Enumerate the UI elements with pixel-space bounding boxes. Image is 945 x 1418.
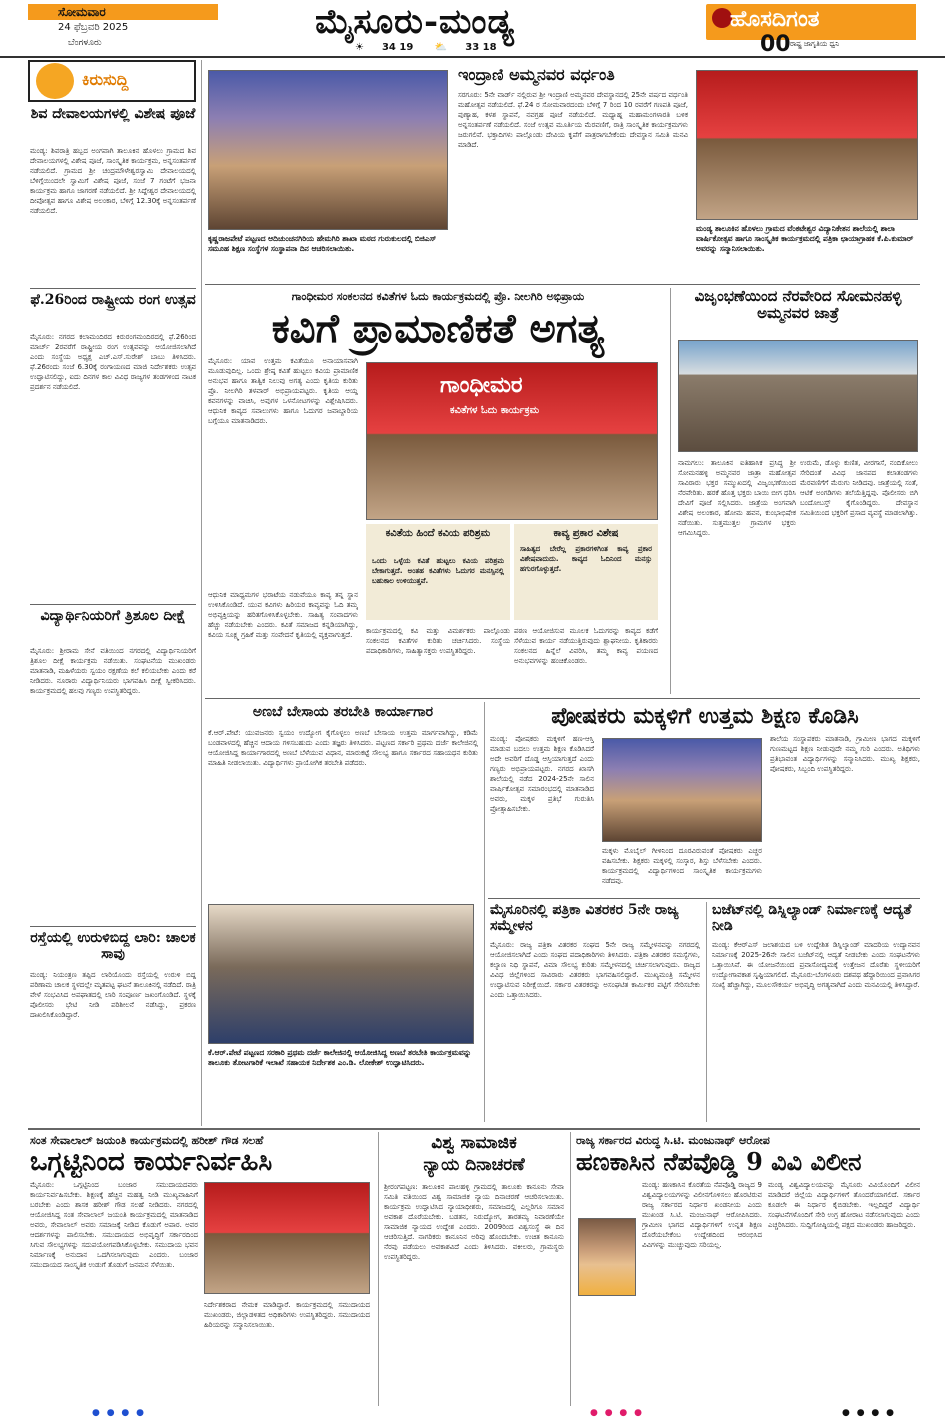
photo-mushroom-workshop	[208, 904, 474, 1044]
photo-school-caption: ಮಂಡ್ಯ ತಾಲೂಕಿನ ಹೊಳಲು ಗ್ರಾಮದ ವೆಂಕಟೇಶ್ವರ ವಿದ್ಯಾನಿಕೇತನ ಶಾಲೆಯಲ್ಲಿ ಶಾಲಾ ವಾರ್ಷಿಕೋತ್ಸವ ಹಾಗೂ ಸಾಂಸ್ಕೃತಿಕ ಕಾರ್ಯಕ್ರಮದಲ್ಲಿ ಪತ್ರಿಕಾ ಛಾಯಾಗ್ರಾಹಕ ಕೆ.ಪಿ.ಕುಮಾರ್ ಅವರನ್ನು ಸನ್ಮಾನಿಸಲಾಯಿತು.	[696, 224, 914, 253]
parents-body-b: ಮಕ್ಕಳು ಮೊಬೈಲ್ ಗೀಳಿನಿಂದ ದೂರವಿರುವಂತೆ ಪೋಷಕರು ಎಚ್ಚರ ವಹಿಸಬೇಕು. ಶಿಕ್ಷಕರು ಮಕ್ಕಳಲ್ಲಿ ಸಂಸ್ಕಾರ, ಶಿಸ್ತು ಬೆಳೆಸಬೇಕು ಎಂದರು. ಕಾರ್ಯಕ್ರಮದಲ್ಲಿ ವಿದ್ಯಾರ್ಥಿಗಳಿಂದ ಸಾಂಸ್ಕೃತಿಕ ಕಾರ್ಯಕ್ರಮಗಳು ನಡೆದವು.	[602, 847, 762, 885]
quote-2-body: ಸಾಹಿತ್ಯದ ಬೇರೆಲ್ಲ ಪ್ರಕಾರಗಳಿಗಿಂತ ಕಾವ್ಯ ಪ್ರಕಾರ ವಿಶೇಷವಾದುದು. ಕಾವ್ಯದ ಓದಿನಿಂದ ಮನಸ್ಸು ಹಗುರಗೊಳ್ಳುತ್ತದೆ.	[520, 545, 652, 573]
divider	[28, 1128, 920, 1130]
justice-body: ಶ್ರೀರಂಗಪಟ್ಟಣ: ತಾಲೂಕಿನ ಪಾಲಹಳ್ಳಿ ಗ್ರಾಮದಲ್ಲಿ ತಾಲೂಕು ಕಾನೂನು ಸೇವಾ ಸಮಿತಿ ವತಿಯಿಂದ ವಿಶ್ವ ಸಾಮಾಜಿಕ ನ್ಯಾಯ ದಿನಾಚರಣೆ ಆಚರಿಸಲಾಯಿತು. ಕಾರ್ಯಕ್ರಮ ಉದ್ಘಾಟಿಸಿದ ನ್ಯಾಯಾಧೀಶರು, ಸಮಾಜದಲ್ಲಿ ಎಲ್ಲರಿಗೂ ಸಮಾನ ಅವಕಾಶ ದೊರೆಯಬೇಕು. ಬಡತನ, ನಿರುದ್ಯೋಗ, ತಾರತಮ್ಯ ನಿವಾರಣೆಯೇ ಸಾಮಾಜಿಕ ನ್ಯಾಯದ ಉದ್ದೇಶ ಎಂದರು. 2009ರಿಂದ ವಿಶ್ವಸಂಸ್ಥೆ ಈ ದಿನ ಆಚರಿಸುತ್ತಿದೆ. ನಾಗರಿಕರು ಕಾನೂನಿನ ಅರಿವು ಹೊಂದಬೇಕು. ಉಚಿತ ಕಾನೂನು ನೆರವು ಪಡೆಯಲು ಅವಕಾಶವಿದೆ ಎಂದು ತಿಳಿಸಿದರು. ವಕೀಲರು, ಗ್ರಾಮಸ್ಥರು ಉಪಸ್ಥಿತರಿದ್ದರು.	[384, 1183, 564, 1261]
photo-sevalal-event	[204, 1182, 370, 1294]
kirusuddi-label-a: ಕಿರು	[82, 70, 104, 89]
jatre-headline: ವಿಜೃಂಭಣೆಯಿಂದ ನೆರವೇರಿದ ಸೋಮನಹಳ್ಳಿ ಅಮ್ಮನವರ ಜಾತ್ರೆ	[694, 287, 902, 323]
masthead-date: 24 ಫೆಬ್ರವರಿ 2025	[58, 22, 129, 33]
photo-manjunath-portrait	[578, 1218, 636, 1296]
indrani-headline: ಇಂದ್ರಾಣಿ ಅಮ್ಮನವರ ವರ್ಧಂತಿ	[458, 65, 615, 84]
photo-bgs-caption: ಕೃಷ್ಣರಾಜಪೇಟೆ ಪಟ್ಟಣದ ಆದಿಚುಂಚನಗಿರಿಯ ಹೇಮಗಿರಿ ಶಾಖಾ ಮಠದ ಗುರುಕುಲದಲ್ಲಿ ಬಿಜಿಎಸ್ ಸಮೂಹ ಶಿಕ್ಷಣ ಸಂಸ್ಥೆಗಳ ಸಂಸ್ಥಾಪನಾ ದಿನ ಆಚರಿಸಲಾಯಿತು.	[208, 234, 437, 253]
jatre-body-a: ನಾಮಗಲು: ತಾಲೂಕಿನ ಐತಿಹಾಸಿಕ ಪ್ರಸಿದ್ಧ ಶ್ರೀ ಸೋಮನಹಳ್ಳಿ ಅಮ್ಮನವರ ಜಾತ್ರಾ ಮಹೋತ್ಸವ ಸಾವಿರಾರು ಭಕ್ತರ ಸಮ್ಮುಖದಲ್ಲಿ ವಿಜೃಂಭಣೆಯಿಂದ ನೆರವೇರಿತು. ಹರಕೆ ಹೊತ್ತ ಭಕ್ತರು ಬಾಯಿ ಬೀಗ ಧರಿಸಿ ದೇವಿಗೆ ಪೂಜೆ ಸಲ್ಲಿಸಿದರು. ಜಾತ್ರೆಯ ಅಂಗವಾಗಿ ವಿಶೇಷ ಅಲಂಕಾರ, ಹೋಮ ಹವನ, ಕುಂಭಾಭಿಷೇಕ ನಡೆಯಿತು. ಸುತ್ತಮುತ್ತಲ ಗ್ರಾಮಗಳ ಭಕ್ತರು ಆಗಮಿಸಿದ್ದರು.	[678, 459, 796, 537]
column-rule	[670, 288, 671, 694]
sevalal-headline: ಒಗ್ಗಟ್ಟಿನಿಂದ ಕಾರ್ಯನಿರ್ವಹಿಸಿ	[30, 1147, 273, 1177]
logo-tagline: ರಾಷ್ಟ್ರ ಜಾಗೃತಿಯ ಧ್ವನಿ	[790, 40, 840, 48]
justice-headline-a: ವಿಶ್ವ ಸಾಮಾಜಿಕ	[431, 1133, 517, 1153]
col1-story2-body: ಮೈಸೂರು: ನಗರದ ಕಲಾಮಂದಿರದ ಕಿರುರಂಗಮಂದಿರದಲ್ಲಿ ಫೆ.26ರಿಂದ ಮಾರ್ಚ್ 2ರವರೆಗೆ ರಾಷ್ಟ್ರೀಯ ರಂಗ ಉತ್ಸವವನ್ನು ಆಯೋಜಿಸಲಾಗಿದೆ ಎಂದು ಸಂಸ್ಥೆಯ ಅಧ್ಯಕ್ಷ ಎಚ್.ಎಸ್.ಸುರೇಶ್ ಬಾಬು ತಿಳಿಸಿದರು. ಫೆ.26ರಂದು ಸಂಜೆ 6.30ಕ್ಕೆ ರಂಗಾಯಣದ ಮಾಜಿ ನಿರ್ದೇಶಕರು ಉತ್ಸವ ಉದ್ಘಾಟಿಸಲಿದ್ದು, ಐದು ದಿನಗಳ ಕಾಲ ವಿವಿಧ ರಾಜ್ಯಗಳ ತಂಡಗಳಿಂದ ನಾಟಕ ಪ್ರದರ್ಶನ ನಡೆಯಲಿದೆ.	[30, 333, 196, 391]
column-rule	[484, 702, 485, 1122]
mushroom-body: ಕೆ.ಆರ್.ಪೇಟೆ: ಯುವಜನರು ಸ್ವಯಂ ಉದ್ಯೋಗ ಕೈಗೊಳ್ಳಲು ಅಣಬೆ ಬೇಸಾಯ ಉತ್ತಮ ಮಾರ್ಗವಾಗಿದ್ದು, ಕಡಿಮೆ ಬಂಡವಾಳದಲ್ಲಿ ಹೆಚ್ಚಿನ ಆದಾಯ ಗಳಿಸಬಹುದು ಎಂದು ತಜ್ಞರು ತಿಳಿಸಿದರು. ಪಟ್ಟಣದ ಸರ್ಕಾರಿ ಪ್ರಥಮ ದರ್ಜೆ ಕಾಲೇಜಿನಲ್ಲಿ ಆಯೋಜಿಸಿದ್ದ ಕಾರ್ಯಾಗಾರದಲ್ಲಿ ಅಣಬೆ ಬೆಳೆಯುವ ವಿಧಾನ, ಮಾರುಕಟ್ಟೆ ಸೌಲಭ್ಯ ಹಾಗೂ ಸರ್ಕಾರದ ಸಹಾಯಧನ ಕುರಿತು ಮಾಹಿತಿ ನೀಡಲಾಯಿತು. ವಿದ್ಯಾರ್ಥಿಗಳು ಪ್ರಾಯೋಗಿಕ ತರಬೇತಿ ಪಡೆದರು.	[208, 729, 478, 767]
kirusuddi-label-b: ಸುದ್ದಿ	[103, 70, 129, 89]
university-body-b: ಮಂಡ್ಯ ವಿಶ್ವವಿದ್ಯಾಲಯವನ್ನು ಮೈಸೂರು ವಿವಿಯೊಂದಿಗೆ ವಿಲೀನ ಮಾಡಿದರೆ ಜಿಲ್ಲೆಯ ವಿದ್ಯಾರ್ಥಿಗಳಿಗೆ ತೊಂದರೆಯಾಗಲಿದೆ. ಸರ್ಕಾರ ಕೂಡಲೇ ಈ ನಿರ್ಧಾರ ಕೈಬಿಡಬೇಕು. ಇಲ್ಲದಿದ್ದರೆ ವಿದ್ಯಾರ್ಥಿ ಸಂಘಟನೆಗಳೊಂದಿಗೆ ಸೇರಿ ಉಗ್ರ ಹೋರಾಟ ನಡೆಸಲಾಗುವುದು ಎಂದು ಎಚ್ಚರಿಸಿದರು. ಸುದ್ದಿಗೋಷ್ಠಿಯಲ್ಲಿ ಪಕ್ಷದ ಮುಖಂಡರು ಹಾಜರಿದ್ದರು.	[768, 1181, 920, 1229]
divider	[205, 284, 920, 285]
masthead-city: ಬೆಂಗಳೂರು	[68, 38, 102, 48]
weather-mysuru: 34 19	[381, 42, 414, 53]
photo-bgs-anniversary	[208, 70, 448, 230]
column-rule	[706, 902, 707, 1122]
banner-title: ಗಾಂಧೀಮರ	[440, 372, 523, 398]
lead-kicker: ಗಾಂಧೀಮರ ಸಂಕಲನದ ಕವಿತೆಗಳ ಓದು ಕಾರ್ಯಕ್ರಮದಲ್ಲಿ ಪ್ರೊ. ನೀಲಗಿರಿ ಅಭಿಪ್ರಾಯ	[291, 290, 585, 303]
weather-readout	[355, 42, 515, 53]
university-headline: ಹಣಕಾಸಿನ ನೆಪವೊಡ್ಡಿ 9 ವಿವಿ ವಿಲೀನ	[576, 1147, 862, 1176]
lead-body-d: ಪಠಣ ಆಯೋಜಿಸುವ ಮೂಲಕ ಓದುಗರನ್ನು ಕಾವ್ಯದ ಕಡೆಗೆ ಸೆಳೆಯುವ ಕಾರ್ಯ ನಡೆಯುತ್ತಿರುವುದು ಶ್ಲಾಘನೀಯ. ಕೃತಿಕಾರರು ಸಂಕಲನದ ಹಿನ್ನೆಲೆ ವಿವರಿಸಿ, ತಮ್ಮ ಕಾವ್ಯ ಪಯಣದ ಅನುಭವಗಳನ್ನು ಹಂಚಿಕೊಂಡರು.	[514, 627, 658, 665]
weather-sun-icon: ☀	[355, 42, 364, 53]
registration-marks-left: ● ● ● ●	[92, 1408, 146, 1418]
jatre-body-b: ಉರುಮೆ, ಡೊಳ್ಳು ಕುಣಿತ, ವೀರಗಾಸೆ, ನಂದಿಕೋಲು ಸೇರಿದಂತೆ ವಿವಿಧ ಜಾನಪದ ಕಲಾತಂಡಗಳು ಮೆರವಣಿಗೆಗೆ ಮೆರುಗು ನೀಡಿದವು. ಜಾತ್ರೆಯಲ್ಲಿ ಸಂತೆ, ಆಟಿಕೆ ಅಂಗಡಿಗಳು ತಲೆಯೆತ್ತಿದ್ದವು. ಪೊಲೀಸರು ಬಿಗಿ ಬಂದೋಬಸ್ತ್ ಕೈಗೊಂಡಿದ್ದರು. ದೇವಸ್ಥಾನ ಸಮಿತಿಯಿಂದ ಭಕ್ತರಿಗೆ ಪ್ರಸಾದ ವ್ಯವಸ್ಥೆ ಮಾಡಲಾಗಿತ್ತು.	[800, 459, 918, 517]
mushroom-photo-caption: ಕೆ.ಆರ್.ಪೇಟೆ ಪಟ್ಟಣದ ಸರಕಾರಿ ಪ್ರಥಮ ದರ್ಜೆ ಕಾಲೇಜಿನಲ್ಲಿ ಆಯೋಜಿಸಿದ್ದ ಅಣಬೆ ತರಬೇತಿ ಕಾರ್ಯಕ್ರಮವನ್ನು ತಾಲೂಕು ತೋಟಗಾರಿಕೆ ಇಲಾಖೆ ಸಹಾಯಕ ನಿರ್ದೇಶಕ ಎಂ.ಡಿ. ಲೋಕೇಶ್ ಉದ್ಘಾಟಿಸಿದರು.	[208, 1048, 472, 1067]
lead-headline: ಕವಿಗೆ ಪ್ರಾಮಾಣಿಕತೆ ಅಗತ್ಯ	[271, 305, 605, 352]
university-kicker: ರಾಜ್ಯ ಸರ್ಕಾರದ ವಿರುದ್ಧ ಸಿ.ಟಿ. ಮಂಜುನಾಥ್ ಆರೋಪ	[576, 1134, 770, 1147]
lead-body-b: ಆಧುನಿಕ ಮಾಧ್ಯಮಗಳ ಭರಾಟೆಯ ನಡುವೆಯೂ ಕಾವ್ಯ ತನ್ನ ಸ್ಥಾನ ಉಳಿಸಿಕೊಂಡಿದೆ. ಯುವ ಕವಿಗಳು ಹಿರಿಯರ ಕಾವ್ಯವನ್ನು ಓದಿ ತಮ್ಮ ಅಭಿವ್ಯಕ್ತಿಯನ್ನು ಹರಿತಗೊಳಿಸಿಕೊಳ್ಳಬೇಕು. ಸಾಹಿತ್ಯ ಸಂವಾದಗಳು ಹೆಚ್ಚು ನಡೆಯಬೇಕು ಎಂದರು. ಕವಿತೆ ಸಮಾಜದ ಕನ್ನಡಿಯಾಗಿದ್ದು, ಕವಿಯ ಸೂಕ್ಷ್ಮ ಗ್ರಹಿಕೆ ಮತ್ತು ಸಂವೇದನೆ ಕೃತಿಯಲ್ಲಿ ವ್ಯಕ್ತವಾಗುತ್ತದೆ.	[208, 591, 358, 639]
mushroom-headline: ಅಣಬೆ ಬೇಸಾಯ ತರಬೇತಿ ಕಾರ್ಯಾಗಾರ	[252, 704, 434, 720]
column-rule	[570, 1132, 571, 1406]
photo-school-anniversary	[696, 70, 918, 220]
col1-story3-body: ಮೈಸೂರು: ಶ್ರೀರಾಮ ಸೇನೆ ವತಿಯಿಂದ ನಗರದಲ್ಲಿ ವಿದ್ಯಾರ್ಥಿನಿಯರಿಗೆ ತ್ರಿಶೂಲ ದೀಕ್ಷೆ ಕಾರ್ಯಕ್ರಮ ನಡೆಯಿತು. ಸಂಘಟನೆಯ ಮುಖಂಡರು ಮಾತನಾಡಿ, ಮಹಿಳೆಯರು ಸ್ವಯಂ ರಕ್ಷಣೆಯ ಕಲೆ ಕಲಿಯಬೇಕು ಎಂದು ಕರೆ ನೀಡಿದರು. ನೂರಾರು ವಿದ್ಯಾರ್ಥಿನಿಯರು ಭಾಗವಹಿಸಿ ದೀಕ್ಷೆ ಸ್ವೀಕರಿಸಿದರು. ಕಾರ್ಯಕ್ರಮದಲ್ಲಿ ಹಲವು ಗಣ್ಯರು ಉಪಸ್ಥಿತರಿದ್ದರು.	[30, 647, 196, 695]
budget-headline: ಬಜೆಟ್‌ನಲ್ಲಿ ಡಿಸ್ನಿಲ್ಯಾಂಡ್ ನಿರ್ಮಾಣಕ್ಕೆ ಆದ್ಯತೆ ನೀಡಿ	[712, 902, 912, 935]
col1-story1-body: ಮಂಡ್ಯ: ಶಿವರಾತ್ರಿ ಹಬ್ಬದ ಅಂಗವಾಗಿ ತಾಲೂಕಿನ ಹೊಳಲು ಗ್ರಾಮದ ಶಿವ ದೇವಾಲಯಗಳಲ್ಲಿ ವಿಶೇಷ ಪೂಜೆ, ಸಾಂಸ್ಕೃತಿಕ ಕಾರ್ಯಕ್ರಮ, ಅನ್ನಸಂತರ್ಪಣೆ ನಡೆಯಲಿದೆ. ಗ್ರಾಮದ ಶ್ರೀ ಚಂದ್ರಮೌಳೇಶ್ವರಸ್ವಾಮಿ ದೇವಾಲಯದಲ್ಲಿ ಬೆಳಿಗ್ಗೆಯಿಂದಲೇ ಸ್ವಾಮಿಗೆ ವಿಶೇಷ ಪೂಜೆ, ಸಂಜೆ 7 ಗಂಟೆಗೆ ಭಜನಾ ಕಾರ್ಯಕ್ರಮ ಹಾಗೂ ಜಾಗರಣೆ ನಡೆಯಲಿದೆ. ಶ್ರೀ ಸಿದ್ದೇಶ್ವರ ದೇವಾಲಯದಲ್ಲಿ ದೀಪೋತ್ಸವ ಹಾಗೂ ವಿಶೇಷ ಅಲಂಕಾರ, ಬೆಳಿಗ್ಗೆ 12.30ಕ್ಕೆ ಅನ್ನಸಂತರ್ಪಣೆ ನಡೆಯಲಿದೆ.	[30, 147, 196, 215]
weather-cloud-icon: ⛅	[434, 42, 448, 53]
quote-2-headline: ಕಾವ್ಯ ಪ್ರಕಾರ ವಿಶೇಷ	[553, 528, 619, 539]
vendors-body: ಮೈಸೂರು: ರಾಜ್ಯ ಪತ್ರಿಕಾ ವಿತರಕರ ಸಂಘದ 5ನೇ ರಾಜ್ಯ ಸಮ್ಮೇಳನವನ್ನು ನಗರದಲ್ಲಿ ಆಯೋಜಿಸಲಾಗಿದೆ ಎಂದು ಸಂಘದ ಪದಾಧಿಕಾರಿಗಳು ತಿಳಿಸಿದರು. ಪತ್ರಿಕಾ ವಿತರಕರ ಸಮಸ್ಯೆಗಳು, ಕಲ್ಯಾಣ ನಿಧಿ ಸ್ಥಾಪನೆ, ವಿಮಾ ಸೌಲಭ್ಯ ಕುರಿತು ಸಮ್ಮೇಳನದಲ್ಲಿ ಚರ್ಚಿಸಲಾಗುವುದು. ರಾಜ್ಯದ ವಿವಿಧ ಜಿಲ್ಲೆಗಳಿಂದ ಸಾವಿರಾರು ವಿತರಕರು ಭಾಗವಹಿಸಲಿದ್ದಾರೆ. ಮುಖ್ಯಮಂತ್ರಿ ಸಮ್ಮೇಳನ ಉದ್ಘಾಟಿಸುವ ನಿರೀಕ್ಷೆಯಿದೆ. ಸರ್ಕಾರ ವಿತರಕರನ್ನು ಅಸಂಘಟಿತ ಕಾರ್ಮಿಕರ ಪಟ್ಟಿಗೆ ಸೇರಿಸಬೇಕು ಎಂದು ಒತ್ತಾಯಿಸಿದರು.	[490, 941, 700, 999]
section-title: ಮೈಸೂರು-ಮಂಡ್ಯ	[315, 2, 515, 42]
registration-marks-center: ● ● ● ●	[590, 1408, 644, 1418]
sevalal-body-b: ನಿರ್ದೇಶಕರಾದ ನೇಮಕ ಮಾಡಿದ್ದಾರೆ. ಕಾರ್ಯಕ್ರಮದಲ್ಲಿ ಸಮುದಾಯದ ಮುಖಂಡರು, ಜಿಲ್ಲಾಡಳಿತದ ಅಧಿಕಾರಿಗಳು ಉಪಸ್ಥಿತರಿದ್ದರು. ಸಮುದಾಯದ ಹಿರಿಯರನ್ನು ಸನ್ಮಾನಿಸಲಾಯಿತು.	[204, 1301, 370, 1329]
divider	[488, 898, 920, 899]
kirusuddi-label	[82, 70, 128, 90]
quote-1-body: ಒಂದು ಒಳ್ಳೆಯ ಕವಿತೆ ಹುಟ್ಟಲು ಕವಿಯ ಪರಿಶ್ರಮ ಬೇಕಾಗುತ್ತದೆ. ಅಂತಹ ಕವಿತೆಗಳು ಓದುಗರ ಮನಸ್ಸಿನಲ್ಲಿ ಬಹುಕಾಲ ಉಳಿಯುತ್ತವೆ.	[372, 557, 504, 585]
photo-jatre-crowd	[678, 340, 918, 452]
parents-body-c: ಶಾಲೆಯ ಸಂಸ್ಥಾಪಕರು ಮಾತನಾಡಿ, ಗ್ರಾಮೀಣ ಭಾಗದ ಮಕ್ಕಳಿಗೆ ಗುಣಮಟ್ಟದ ಶಿಕ್ಷಣ ನೀಡುವುದೇ ನಮ್ಮ ಗುರಿ ಎಂದರು. ಅತಿಥಿಗಳು ಪ್ರತಿಭಾವಂತ ವಿದ್ಯಾರ್ಥಿಗಳನ್ನು ಸನ್ಮಾನಿಸಿದರು. ಮುಖ್ಯ ಶಿಕ್ಷಕರು, ಪೋಷಕರು, ಸಿಬ್ಬಂದಿ ಉಪಸ್ಥಿತರಿದ್ದರು.	[770, 735, 920, 773]
logo-text: ಹೊಸದಿಗಂತ	[730, 6, 820, 32]
col1-story1-headline: ಶಿವ ದೇವಾಲಯಗಳಲ್ಲಿ ವಿಶೇಷ ಪೂಜೆ	[30, 106, 196, 122]
university-body-a: ಮಂಡ್ಯ: ಹಣಕಾಸಿನ ಕೊರತೆಯ ನೆಪವೊಡ್ಡಿ ರಾಜ್ಯದ 9 ವಿಶ್ವವಿದ್ಯಾಲಯಗಳನ್ನು ವಿಲೀನಗೊಳಿಸಲು ಹೊರಟಿರುವ ರಾಜ್ಯ ಸರ್ಕಾರದ ನಿರ್ಧಾರ ಖಂಡನೀಯ ಎಂದು ಮುಖಂಡ ಸಿ.ಟಿ. ಮಂಜುನಾಥ್ ಆರೋಪಿಸಿದರು. ಗ್ರಾಮೀಣ ಭಾಗದ ವಿದ್ಯಾರ್ಥಿಗಳಿಗೆ ಉನ್ನತ ಶಿಕ್ಷಣ ದೊರೆಯಬೇಕೆಂಬ ಉದ್ದೇಶದಿಂದ ಆರಂಭಿಸಿದ ವಿವಿಗಳನ್ನು ಮುಚ್ಚುವುದು ಸರಿಯಲ್ಲ.	[642, 1181, 762, 1249]
column-rule	[378, 1132, 379, 1406]
lamp-logo-icon	[712, 8, 732, 28]
page-number: 00	[760, 32, 791, 57]
column-rule	[201, 60, 202, 1126]
sevalal-kicker: ಸಂತ ಸೇವಾಲಾಲ್ ಜಯಂತಿ ಕಾರ್ಯಕ್ರಮದಲ್ಲಿ ಹರೀಶ್ ಗೌಡ ಸಲಹೆ	[30, 1134, 264, 1147]
justice-headline-b: ನ್ಯಾಯ ದಿನಾಚರಣೆ	[423, 1155, 525, 1175]
lead-body-a: ಮೈಸೂರು: ಯಾವ ಉತ್ತಮ ಕವಿತೆಯೂ ಅನಾಯಾಸವಾಗಿ ಮೂಡುವುದಿಲ್ಲ. ಒಂದು ಶ್ರೇಷ್ಠ ಕವಿತೆ ಹುಟ್ಟಲು ಕವಿಯ ಪ್ರಾಮಾಣಿಕ ಅನುಭವ ಹಾಗೂ ತಾತ್ವಿಕ ನಿಲುವು ಅಗತ್ಯ ಎಂದು ಕೃತಿಯ ಕುರಿತು ಪ್ರೊ. ನೀಲಗಿರಿ ತಳವಾರ್ ಅಭಿಪ್ರಾಯಪಟ್ಟರು. ಕೃತಿಯ ಆಯ್ದ ಕವನಗಳನ್ನು ವಾಚಿಸಿ, ಅವುಗಳ ಒಳನೋಟಗಳನ್ನು ವಿಶ್ಲೇಷಿಸಿದರು. ಆಧುನಿಕ ಕಾವ್ಯದ ಸವಾಲುಗಳು ಹಾಗೂ ಓದುಗರ ಜವಾಬ್ದಾರಿಯ ಬಗ್ಗೆಯೂ ಮಾತನಾಡಿದರು.	[208, 357, 358, 425]
divider	[30, 604, 196, 605]
divider	[205, 698, 920, 699]
sevalal-body-a: ಮೈಸೂರು: ಒಗ್ಗಟ್ಟಿನಿಂದ ಬಂಜಾರ ಸಮುದಾಯದವರು ಕಾರ್ಯನಿರ್ವಹಿಸಬೇಕು. ಶಿಕ್ಷಣಕ್ಕೆ ಹೆಚ್ಚಿನ ಮಹತ್ವ ನೀಡಿ ಮುಖ್ಯವಾಹಿನಿಗೆ ಬರಬೇಕು ಎಂದು ಶಾಸಕ ಹರೀಶ್ ಗೌಡ ಸಲಹೆ ನೀಡಿದರು. ನಗರದಲ್ಲಿ ಆಯೋಜಿಸಿದ್ದ ಸಂತ ಸೇವಾಲಾಲ್ ಜಯಂತಿ ಕಾರ್ಯಕ್ರಮದಲ್ಲಿ ಮಾತನಾಡಿದ ಅವರು, ಸೇವಾಲಾಲ್ ಅವರು ಸಮಾಜಕ್ಕೆ ನೀಡಿದ ಕೊಡುಗೆ ಅಪಾರ. ಅವರ ಆದರ್ಶಗಳನ್ನು ಪಾಲಿಸಬೇಕು. ಸಮುದಾಯದ ಅಭಿವೃದ್ಧಿಗೆ ಸರ್ಕಾರದಿಂದ ಸಿಗುವ ಸೌಲಭ್ಯಗಳನ್ನು ಸದುಪಯೋಗಪಡಿಸಿಕೊಳ್ಳಬೇಕು. ಸಮುದಾಯ ಭವನ ನಿರ್ಮಾಣಕ್ಕೆ ಅನುದಾನ ಒದಗಿಸಲಾಗುವುದು ಎಂದರು. ಬಂಜಾರ ಸಮುದಾಯದ ಸಾಂಸ್ಕೃತಿಕ ಉಡುಗೆ ತೊಡುಗೆ ಜನಮನ ಸೆಳೆಯಿತು.	[30, 1181, 198, 1269]
weather-mandya: 33 18	[465, 42, 497, 53]
col1-story4-headline: ರಸ್ತೆಯಲ್ಲಿ ಉರುಳಿಬಿದ್ದ ಲಾರಿ: ಚಾಲಕ ಸಾವು	[30, 930, 196, 963]
divider	[30, 288, 196, 289]
col1-story2-headline: ಫೆ.26ರಿಂದ ರಾಷ್ಟ್ರೀಯ ರಂಗ ಉತ್ಸವ	[30, 292, 196, 308]
budget-body: ಮಂಡ್ಯ: ಕೆಆರ್‌ಎಸ್ ಜಲಾಶಯದ ಬಳಿ ಉದ್ದೇಶಿತ ಡಿಸ್ನಿಲ್ಯಾಂಡ್ ಮಾದರಿಯ ಉದ್ಯಾನವನ ನಿರ್ಮಾಣಕ್ಕೆ 2025-26ನೇ ಸಾಲಿನ ಬಜೆಟ್‌ನಲ್ಲಿ ಆದ್ಯತೆ ನೀಡಬೇಕು ಎಂದು ಸಂಘಟನೆಗಳು ಒತ್ತಾಯಿಸಿವೆ. ಈ ಯೋಜನೆಯಿಂದ ಪ್ರವಾಸೋದ್ಯಮಕ್ಕೆ ಉತ್ತೇಜನ ದೊರೆತು ಸ್ಥಳೀಯರಿಗೆ ಉದ್ಯೋಗಾವಕಾಶ ಸೃಷ್ಟಿಯಾಗಲಿದೆ. ಮೈಸೂರು-ಬೆಂಗಳೂರು ದಶಪಥ ಹೆದ್ದಾರಿಯಿಂದ ಪ್ರವಾಸಿಗರ ಸಂಖ್ಯೆ ಹೆಚ್ಚಾಗಿದ್ದು, ಮೂಲಸೌಕರ್ಯ ಅಭಿವೃದ್ಧಿ ಅಗತ್ಯವಾಗಿದೆ ಎಂದು ಮನವಿಯಲ್ಲಿ ತಿಳಿಸಿದ್ದಾರೆ.	[712, 941, 920, 989]
masthead-day: ಸೋಮವಾರ	[28, 4, 218, 20]
banner-subtitle: ಕವಿತೆಗಳ ಓದು ಕಾರ್ಯಕ್ರಮ	[450, 405, 540, 416]
vendors-headline: ಮೈಸೂರಿನಲ್ಲಿ ಪತ್ರಿಕಾ ವಿತರಕರ 5ನೇ ರಾಜ್ಯ ಸಮ್ಮೇಳನ	[490, 902, 679, 935]
quote-1-headline: ಕವಿತೆಯ ಹಿಂದೆ ಕವಿಯ ಪರಿಶ್ರಮ	[385, 528, 491, 539]
pointing-hand-icon	[36, 63, 74, 99]
col1-story4-body: ಮಂಡ್ಯ: ನಿಯಂತ್ರಣ ತಪ್ಪಿದ ಲಾರಿಯೊಂದು ರಸ್ತೆಯಲ್ಲಿ ಉರುಳಿ ಬಿದ್ದ ಪರಿಣಾಮ ಚಾಲಕ ಸ್ಥಳದಲ್ಲೇ ಮೃತಪಟ್ಟ ಘಟನೆ ತಾಲೂಕಿನಲ್ಲಿ ನಡೆದಿದೆ. ರಾತ್ರಿ ವೇಳೆ ಸಂಭವಿಸಿದ ಅಪಘಾತದಲ್ಲಿ ಲಾರಿ ಸಂಪೂರ್ಣ ಜಖಂಗೊಂಡಿದೆ. ಸ್ಥಳಕ್ಕೆ ಪೊಲೀಸರು ಭೇಟಿ ನೀಡಿ ಪರಿಶೀಲನೆ ನಡೆಸಿದ್ದು, ಪ್ರಕರಣ ದಾಖಲಿಸಿಕೊಂಡಿದ್ದಾರೆ.	[30, 971, 196, 1019]
photo-school-felicitation	[602, 738, 762, 842]
registration-marks-right: ● ● ● ●	[842, 1408, 896, 1418]
lead-body-c: ಕಾರ್ಯಕ್ರಮದಲ್ಲಿ ಕವಿ ಮತ್ತು ವಿಮರ್ಶಕರು ಪಾಲ್ಗೊಂಡು ಸಂಕಲನದ ಕವಿತೆಗಳ ಕುರಿತು ಚರ್ಚಿಸಿದರು. ಸಂಸ್ಥೆಯ ಪದಾಧಿಕಾರಿಗಳು, ಸಾಹಿತ್ಯಾಸಕ್ತರು ಉಪಸ್ಥಿತರಿದ್ದರು.	[366, 627, 510, 655]
indrani-body: ಸರಗೂರು: 5ನೇ ವಾರ್ಡ್ ನಲ್ಲಿರುವ ಶ್ರೀ ಇಂದ್ರಾಣಿ ಅಮ್ಮನವರ ದೇವಸ್ಥಾನದಲ್ಲಿ 25ನೇ ವರ್ಷದ ವರ್ಧಂತಿ ಮಹೋತ್ಸವ ನಡೆಯಲಿದೆ. ಫೆ.24 ರ ಸೋಮವಾರದಂದು ಬೆಳಿಗ್ಗೆ 7 ರಿಂದ 10 ರವರೆಗೆ ಗಣಪತಿ ಪೂಜೆ, ಪುಣ್ಯಾಹ, ಕಳಶ ಸ್ಥಾಪನೆ, ನವಗ್ರಹ ಪೂಜೆ ನಡೆಯಲಿದೆ. ಮಧ್ಯಾಹ್ನ ಮಹಾಮಂಗಳಾರತಿ ಬಳಿಕ ಅನ್ನಸಂತರ್ಪಣೆ ನಡೆಯಲಿದೆ. ಸಂಜೆ ಉತ್ಸವ ಮೂರ್ತಿಯ ಮೆರವಣಿಗೆ, ರಾತ್ರಿ ಸಾಂಸ್ಕೃತಿಕ ಕಾರ್ಯಕ್ರಮಗಳು ಜರುಗಲಿವೆ. ಭಕ್ತಾದಿಗಳು ಪಾಲ್ಗೊಂಡು ದೇವಿಯ ಕೃಪೆಗೆ ಪಾತ್ರರಾಗಬೇಕೆಂದು ದೇವಸ್ಥಾನ ಸಮಿತಿ ಮನವಿ ಮಾಡಿದೆ.	[458, 91, 688, 149]
parents-headline: ಪೋಷಕರು ಮಕ್ಕಳಿಗೆ ಉತ್ತಮ ಶಿಕ್ಷಣ ಕೊಡಿಸಿ	[551, 703, 859, 729]
col1-story3-headline: ವಿದ್ಯಾರ್ಥಿನಿಯರಿಗೆ ತ್ರಿಶೂಲ ದೀಕ್ಷೆ	[40, 608, 186, 624]
parents-body-a: ಮಂಡ್ಯ: ಪೋಷಕರು ಮಕ್ಕಳಿಗೆ ಹಣ-ಆಸ್ತಿ ಮಾಡುವ ಬದಲು ಉತ್ತಮ ಶಿಕ್ಷಣ ಕೊಡಿಸಿದರೆ ಅದೇ ಅವರಿಗೆ ದೊಡ್ಡ ಆಸ್ತಿಯಾಗುತ್ತದೆ ಎಂದು ಗಣ್ಯರು ಅಭಿಪ್ರಾಯಪಟ್ಟರು. ನಗರದ ಖಾಸಗಿ ಶಾಲೆಯಲ್ಲಿ ನಡೆದ 2024-25ನೇ ಸಾಲಿನ ವಾರ್ಷಿಕೋತ್ಸವ ಸಮಾರಂಭದಲ್ಲಿ ಮಾತನಾಡಿದ ಅವರು, ಮಕ್ಕಳ ಪ್ರತಿಭೆ ಗುರುತಿಸಿ ಪ್ರೋತ್ಸಾಹಿಸಬೇಕು.	[490, 735, 594, 813]
divider	[30, 926, 196, 927]
